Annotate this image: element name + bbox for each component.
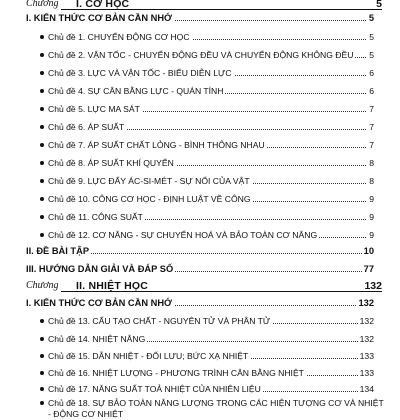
topic-page: 132 (359, 334, 374, 344)
bullet-icon (40, 107, 44, 111)
topic-page: 133 (359, 351, 374, 361)
topic-label: Chủ đề 13. CẤU TẠO CHẤT - NGUYÊN TỬ VÀ PHÂN TỬ (48, 316, 271, 326)
bullet-icon (40, 197, 44, 201)
topic-label: Chủ đề 14. NHIỆT NĂNG (48, 334, 146, 344)
chapter-page-number: 5 (376, 0, 382, 10)
topic-label: Chủ đề 15. DẪN NHIỆT - ĐỐI LƯU; BỨC XẠ NHIỆT (48, 351, 249, 361)
topic-label: Chủ đề 12. CƠ NĂNG - SỰ CHUYỂN HOÁ VÀ BẢO TOÀN CƠ NĂNG (48, 230, 318, 240)
chapter-title: II. NHIỆT HỌC (76, 280, 149, 292)
chapter-tag: Chương (26, 0, 61, 12)
section-page: 77 (363, 264, 374, 274)
bullet-icon (40, 233, 44, 237)
toc-topic-row[interactable] (0, 30, 400, 44)
chapter-page-number: 132 (364, 280, 382, 292)
toc-topic-row[interactable] (0, 349, 400, 363)
toc-topic-row[interactable] (0, 174, 400, 188)
toc-topic-row[interactable] (0, 382, 400, 396)
bullet-icon (40, 179, 44, 183)
section-label: II. ĐỀ BÀI TẬP (26, 246, 90, 256)
bullet-icon (40, 371, 44, 375)
topic-label: Chủ đề 9. LỰC ĐẨY ÁC-SI-MÉT - SỰ NỔI CỦA VẬT (48, 176, 250, 186)
bullet-icon (40, 89, 44, 93)
topic-page: 5 (369, 32, 374, 42)
topic-label: Chủ đề 1. CHUYỂN ĐỘNG CƠ HỌC (48, 32, 190, 42)
chapter-title: I. CƠ HỌC (76, 0, 130, 10)
topic-page: 9 (369, 212, 374, 222)
bullet-icon (40, 387, 44, 391)
bullet-icon (40, 215, 44, 219)
section-label: III. HƯỚNG DẪN GIẢI VÀ ĐÁP SỐ (26, 264, 174, 274)
toc-section-row[interactable] (0, 11, 400, 25)
toc-topic-row[interactable] (0, 366, 400, 380)
bullet-icon (40, 53, 44, 57)
chapter-2-header (26, 278, 382, 294)
topic-page: 133 (359, 368, 374, 378)
topic-page: 8 (369, 158, 374, 168)
topic-label: Chủ đề 4. SỰ CÂN BẰNG LỰC - QUÁN TÍNH (48, 86, 224, 96)
topic-label: Chủ đề 16. NHIỆT LƯỢNG - PHƯƠNG TRÌNH CÂN BẰNG NHIỆT (48, 368, 304, 378)
toc-topic-row[interactable] (0, 48, 400, 62)
topic-page: 9 (369, 230, 374, 240)
bullet-icon (40, 125, 44, 129)
bullet-icon (40, 354, 44, 358)
bullet-icon (40, 143, 44, 147)
topic-label: Chủ đề 10. CÔNG CƠ HỌC - ĐỊNH LUẬT VỀ CÔNG (48, 194, 251, 204)
toc-topic-row[interactable] (0, 210, 400, 224)
topic-label: Chủ đề 8. ÁP SUẤT KHÍ QUYỂN (48, 158, 174, 168)
topic-page: 6 (369, 86, 374, 96)
topic-page: 132 (359, 316, 374, 326)
toc-topic-row[interactable] (0, 102, 400, 116)
bullet-icon (40, 401, 44, 405)
toc-topic-row[interactable] (0, 66, 400, 80)
topic-label: Chủ đề 3. LỰC VÀ VẬN TỐC - BIỂU DIỄN LỰC (48, 68, 232, 78)
toc-topic-row[interactable] (0, 84, 400, 98)
section-page: 10 (363, 246, 374, 256)
bullet-icon (40, 337, 44, 341)
topic-label: Chủ đề 17. NĂNG SUẤT TOẢ NHIỆT CỦA NHIÊN LIỆU (48, 384, 261, 394)
topic-label: Chủ đề 18. SỰ BẢO TOÀN NĂNG LƯỢNG TRONG CÁC HIỆN TƯỢNG CƠ VÀ NHIỆT (48, 398, 384, 408)
topic-continuation: - ĐỘNG CƠ NHIỆT (48, 409, 124, 419)
topic-label: Chủ đề 6. ÁP SUẤT (48, 122, 125, 132)
topic-label: Chủ đề 5. LỰC MA SÁT (48, 104, 140, 114)
toc-topic-row[interactable] (0, 314, 400, 328)
section-page: 5 (368, 13, 374, 23)
bullet-icon (40, 71, 44, 75)
topic-label: Chủ đề 11. CÔNG SUẤT (48, 212, 143, 222)
toc-section-row[interactable] (0, 262, 400, 276)
toc-section-row[interactable] (0, 296, 400, 310)
bullet-icon (40, 161, 44, 165)
topic-page: 7 (369, 140, 374, 150)
toc-topic-row[interactable] (0, 138, 400, 152)
topic-label: Chủ đề 2. VẬN TỐC - CHUYỂN ĐỘNG ĐỀU VÀ CHUYỂN ĐỘNG KHÔNG ĐỀU (48, 50, 354, 60)
toc-section-row[interactable] (0, 244, 400, 258)
topic-page: 7 (369, 104, 374, 114)
bullet-icon (40, 35, 44, 39)
topic-page: 134 (359, 384, 374, 394)
toc-topic-row[interactable] (0, 120, 400, 134)
section-label: I. KIẾN THỨC CƠ BẢN CẦN NHỚ (26, 13, 172, 23)
toc-topic-row[interactable] (0, 192, 400, 206)
bullet-icon (40, 319, 44, 323)
chapter-tag: Chương (26, 278, 61, 294)
topic-page: 6 (369, 68, 374, 78)
topic-page: 8 (369, 176, 374, 186)
topic-page: 5 (369, 50, 374, 60)
section-page: 132 (358, 298, 374, 308)
topic-page: 7 (369, 122, 374, 132)
toc-topic-row[interactable] (0, 332, 400, 346)
toc-topic-row[interactable] (0, 228, 400, 242)
section-label: I. KIẾN THỨC CƠ BẢN CẦN NHỚ (26, 298, 172, 308)
topic-page: 9 (369, 194, 374, 204)
topic-label: Chủ đề 7. ÁP SUẤT CHẤT LỎNG - BÌNH THÔNG NHAU (48, 140, 265, 150)
toc-topic-row[interactable] (0, 156, 400, 170)
